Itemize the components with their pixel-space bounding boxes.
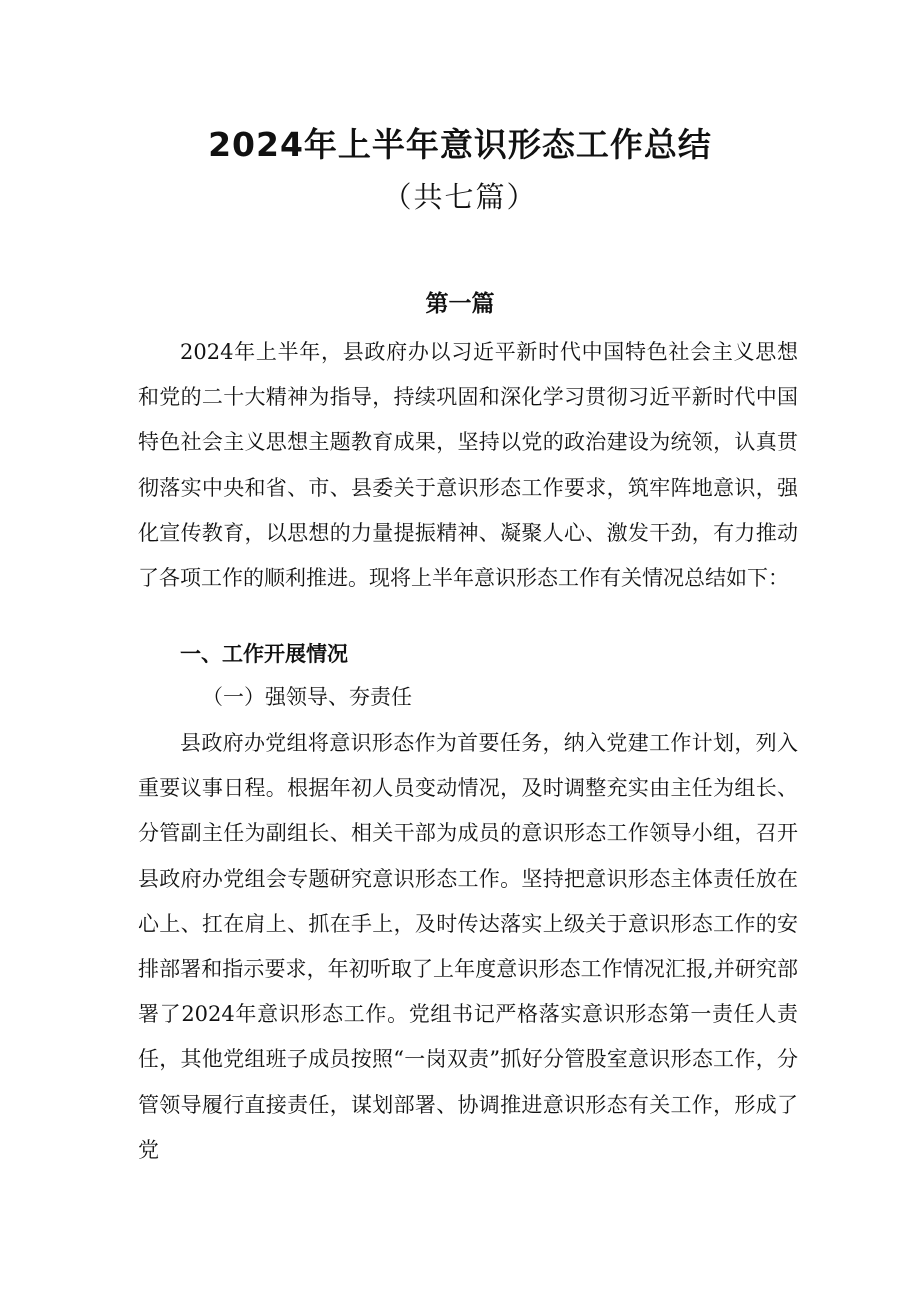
section-title: 第一篇	[425, 291, 495, 317]
body-paragraph: 县政府办党组将意识形态作为首要任务，纳入党建工作计划，列入重要议事日程。根据年初人员变动情况，及时调整充实由主任为组长、分管副主任为副组长、相关干部为成员的意识形态工作领导小组，召开县政府办党组会专题研究意识形态工作。坚持把意识形态主体责任放在心上、扛在肩上、抓在手上，及时传达落实上级关于意识形态工作的安排部署和指示要求，年初听取了上年度意识形态工作情况汇报,并研究部署了2024年意识形态工作。党组书记严格落实意识形态第一责任人责任，其他党组班子成员按照“一岗双责”抓好分管股室意识形态工作，分管领导履行直接责任，谋划部署、协调推进意识形态有关工作，形成了党	[138, 731, 798, 1162]
heading-work-situation: 一、工作开展情况	[180, 642, 348, 666]
intro-paragraph: 2024年上半年，县政府办以习近平新时代中国特色社会主义思想和党的二十大精神为指导，持续巩固和深化学习贯彻习近平新时代中国特色社会主义思想主题教育成果，坚持以党的政治建设为统领，认真贯彻落实中央和省、市、县委关于意识形态工作要求，筑牢阵地意识，强化宣传教育，以思想的力量提振精神、凝聚人心、激发干劲，有力推动了各项工作的顺利推进。现将上半年意识形态工作有关情况总结如下：	[138, 340, 798, 591]
document-subtitle: （共七篇）	[382, 180, 538, 214]
subheading-leadership: （一）强领导、夯责任	[202, 685, 412, 709]
document-title: 2024年上半年意识形态工作总结	[208, 125, 712, 164]
